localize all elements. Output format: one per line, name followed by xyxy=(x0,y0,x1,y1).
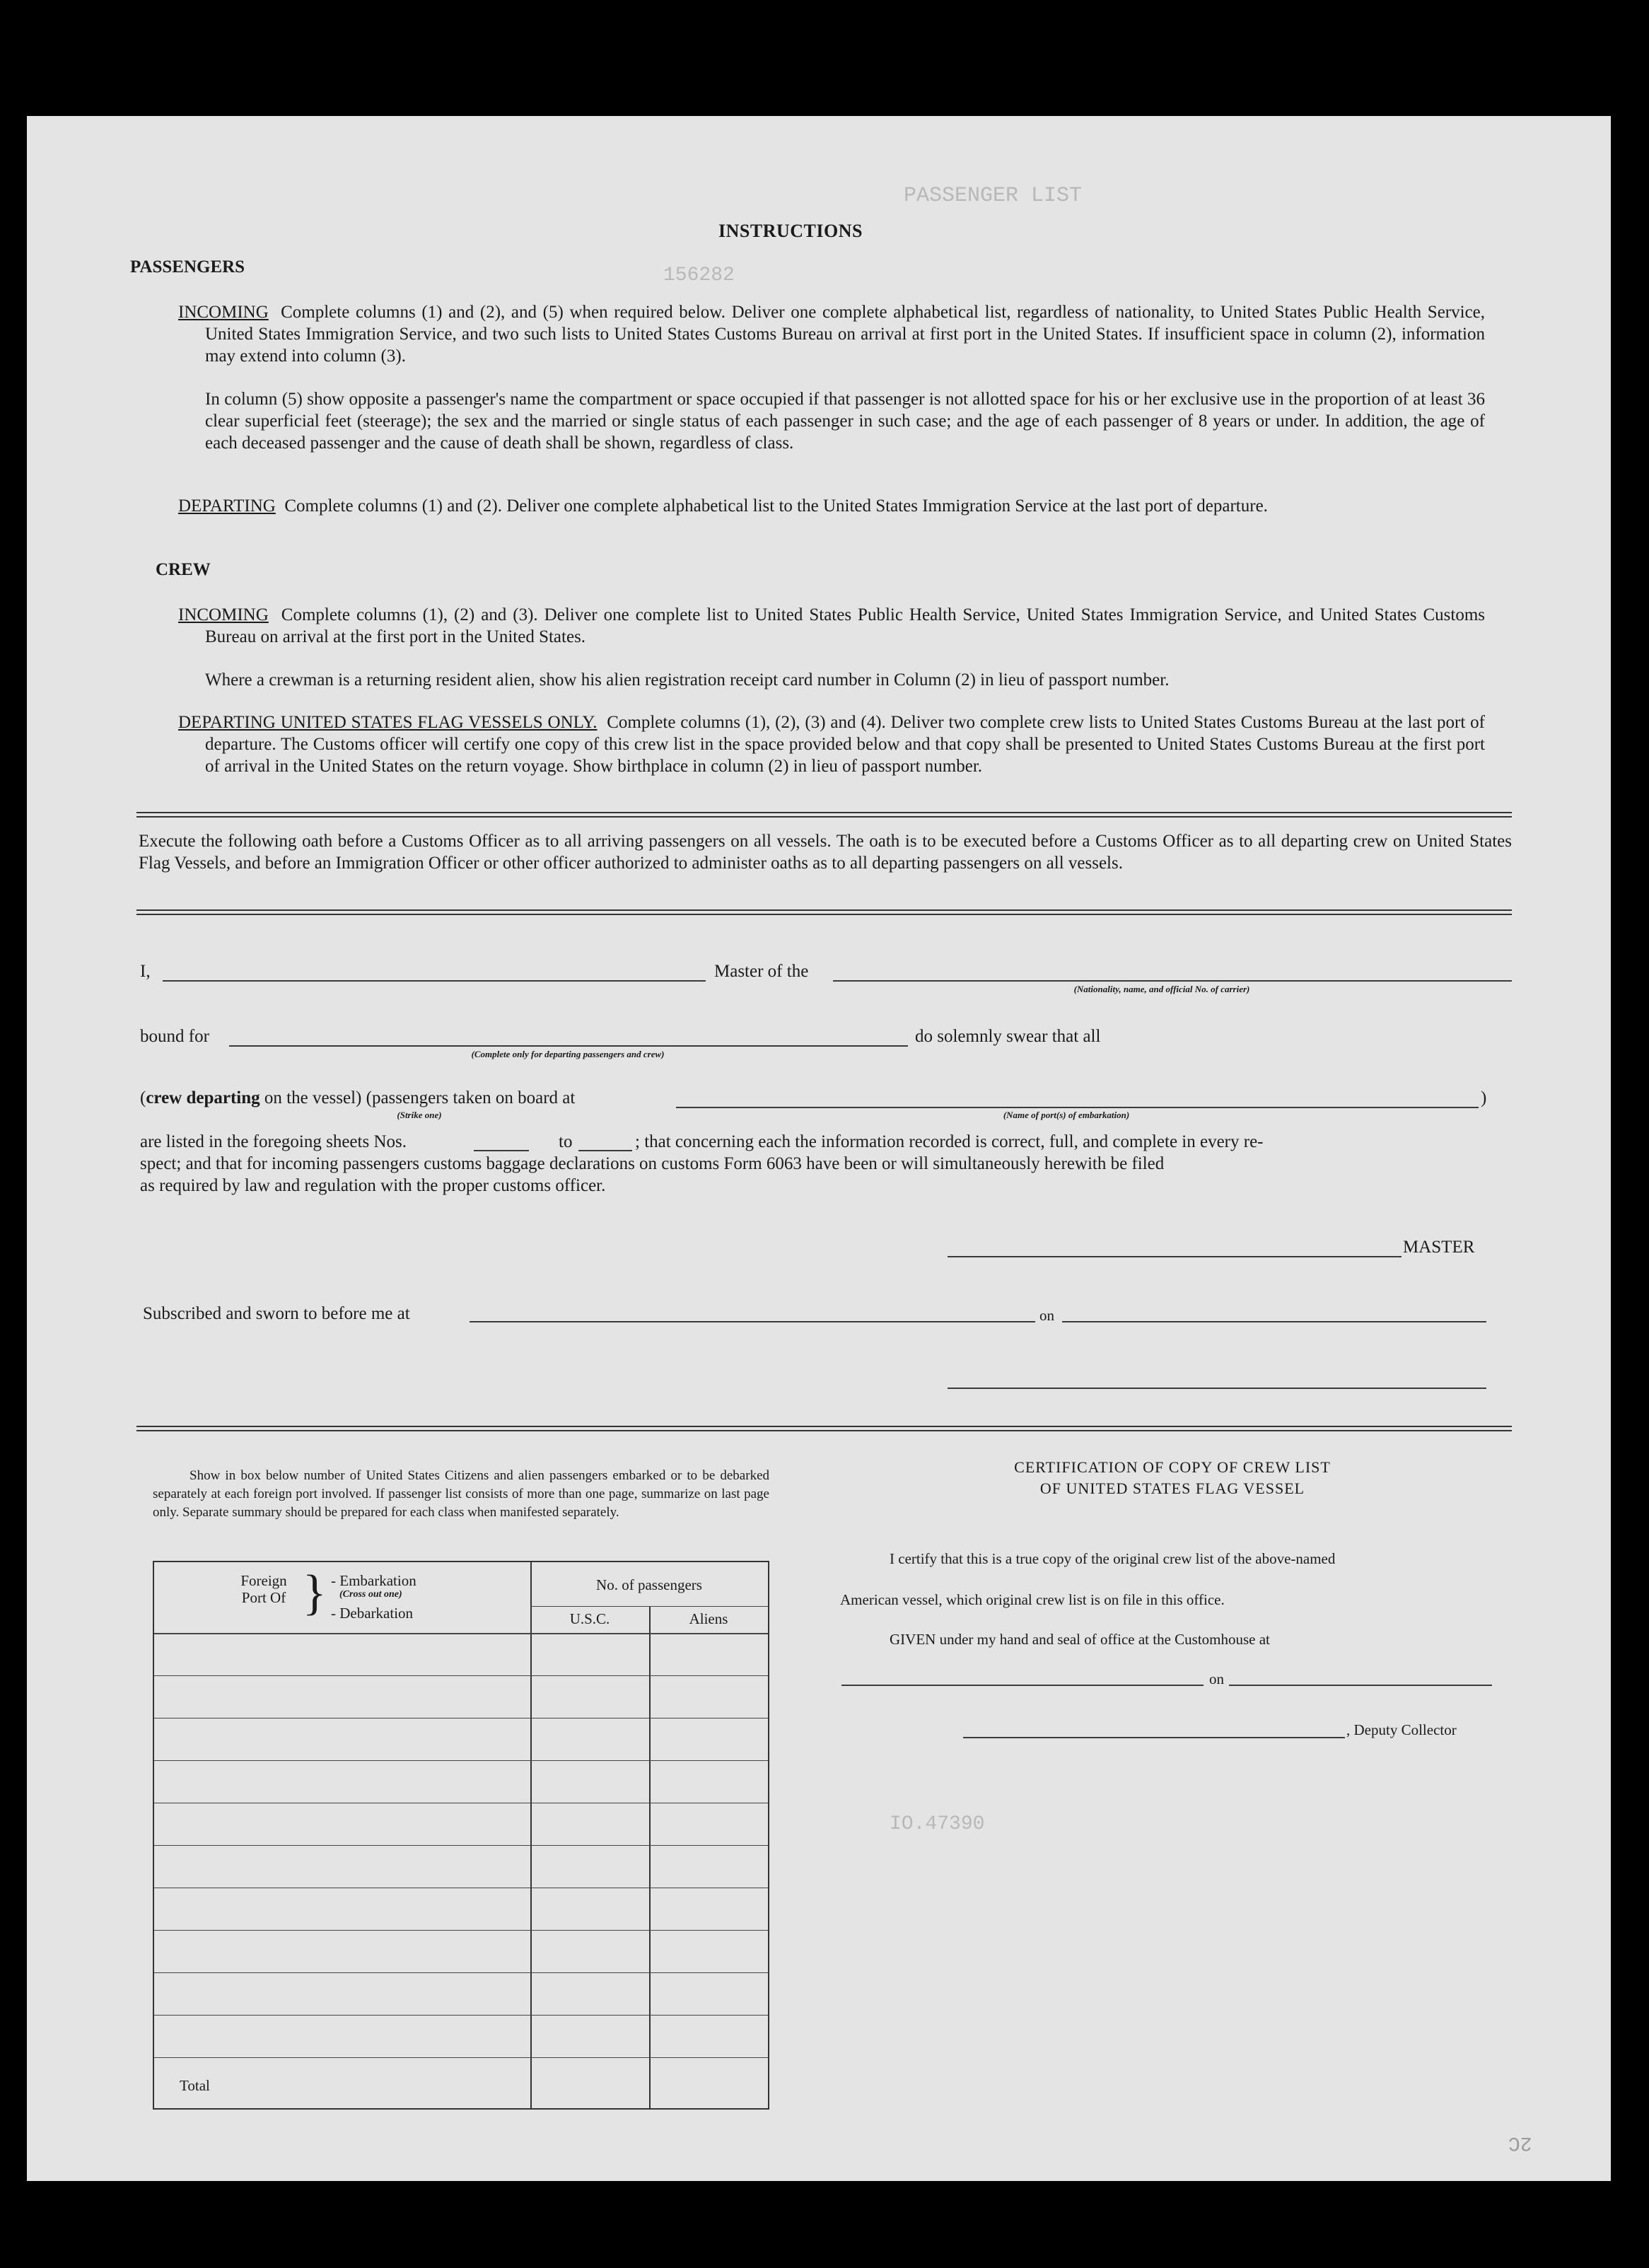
passengers-incoming-instruction xyxy=(178,301,1485,367)
crew-heading: CREW xyxy=(156,560,211,579)
bleed-through-code-2: IO.47390 xyxy=(890,1813,985,1835)
bound-for-field[interactable] xyxy=(229,1045,908,1047)
officer-signature-field[interactable] xyxy=(948,1388,1486,1389)
oath-crew-departing-rest: on the vessel) (passengers taken on board at xyxy=(260,1088,576,1107)
table-total-rule xyxy=(154,2057,768,2058)
oath-on-label: on xyxy=(1039,1307,1054,1324)
oath-listed-text-4: as required by law and regulation with the proper customs officer. xyxy=(140,1176,606,1195)
sworn-place-field[interactable] xyxy=(470,1321,1035,1322)
bleed-through-page-no: 2C xyxy=(1508,2132,1532,2153)
passengers-heading: PASSENGERS xyxy=(130,257,245,277)
section-divider-oath xyxy=(136,909,1512,915)
section-divider-top xyxy=(136,812,1512,818)
table-row-rule xyxy=(154,1972,768,1973)
certification-heading-2: OF UNITED STATES FLAG VESSEL xyxy=(1039,1479,1305,1497)
sworn-date-field[interactable] xyxy=(1062,1321,1486,1322)
crew-departing-text: Complete columns (1), (2), (3) and (4). Deliver two complete crew lists to United States Customs Bureau at the last port of departure. The Customs officer will certify one copy of this crew list in the space provided below and that copy shall be presented to United States Customs Bureau at the first port of arrival in the United States on the return voyage. Show birthplace in column (2) in lieu of passport number. xyxy=(205,713,1485,776)
nationality-caption: (Nationality, name, and official No. of carrier) xyxy=(1073,984,1250,994)
table-row-rule xyxy=(154,1760,768,1761)
form-sheet xyxy=(27,116,1611,2181)
deputy-collector-label: , Deputy Collector xyxy=(1346,1721,1457,1738)
oath-master-of-the: Master of the xyxy=(714,962,809,981)
foreign-port-of-label: Foreign Port Of xyxy=(240,1572,287,1606)
bleed-through-header: PASSENGER LIST xyxy=(904,184,1083,208)
certification-line-3: GIVEN under my hand and seal of office at the Customhouse at xyxy=(890,1631,1270,1648)
summary-instruction: Show in box below number of United States Citizens and alien passengers embarked or to be debarked separately at each foreign port involved. If passenger list consists of more than one page, summarize on last page only. Separate summary should be prepared for each class when manifested separately. xyxy=(153,1468,769,1520)
complete-only-caption: (Complete only for departing passengers and crew) xyxy=(471,1049,665,1059)
page-title: INSTRUCTIONS xyxy=(718,221,863,241)
oath-listed-text-2: ; that concerning each the information recorded is correct, full, and complete in every re- xyxy=(635,1132,1264,1151)
cross-out-one-caption: (Cross out one) xyxy=(339,1589,402,1600)
certification-heading-1: CERTIFICATION OF COPY OF CREW LIST xyxy=(1014,1458,1331,1476)
strike-one-caption: (Strike one) xyxy=(397,1110,442,1120)
embarkation-label: - Embarkation xyxy=(331,1572,416,1589)
table-header-subrule xyxy=(530,1606,768,1607)
table-divider-port xyxy=(530,1562,532,2108)
certification-line-2: American vessel, which original crew list is on file in this office. xyxy=(840,1591,1225,1608)
oath-intro: Execute the following oath before a Customs Officer as to all arriving passengers on all vessels. The oath is to be executed before a Customs Officer as to all departing crew on United States Flag Vessels, and before an Immigration Officer or other officer authorized to administer oaths as to all departing passengers on all vessels. xyxy=(139,832,1512,873)
crew-departing-label: DEPARTING UNITED STATES FLAG VESSELS ONLY. xyxy=(178,713,598,732)
oath-bound-for: bound for xyxy=(140,1027,209,1046)
oath-crew-departing-line xyxy=(140,1088,575,1108)
oath-listed-text-1: are listed in the foregoing sheets Nos. xyxy=(140,1132,407,1151)
section-divider-bottom xyxy=(136,1426,1512,1431)
deputy-collector-signature-field[interactable] xyxy=(963,1737,1345,1738)
customhouse-field[interactable] xyxy=(841,1685,1204,1686)
no-of-passengers-header: No. of passengers xyxy=(596,1576,702,1593)
table-divider-usc xyxy=(649,1606,651,2108)
oath-subscribed: Subscribed and sworn to before me at xyxy=(143,1304,410,1323)
oath-open-paren: ( xyxy=(140,1088,146,1107)
carrier-field[interactable] xyxy=(833,980,1512,982)
oath-listed-to: to xyxy=(559,1132,573,1151)
port-caption: (Name of port(s) of embarkation) xyxy=(1003,1110,1130,1120)
master-label: MASTER xyxy=(1403,1238,1475,1257)
passengers-departing-instruction xyxy=(178,495,1485,517)
oath-i-label: I, xyxy=(140,962,151,981)
crew-incoming-label: INCOMING xyxy=(178,605,269,624)
table-header-rule xyxy=(154,1633,768,1634)
passengers-incoming-label: INCOMING xyxy=(178,303,269,322)
crew-resident-alien-instruction: Where a crewman is a returning resident alien, show his alien registration receipt card number in Column (2) in lieu of passport number. xyxy=(205,670,1170,690)
port-summary-table xyxy=(153,1561,769,2110)
table-row-rule xyxy=(154,1845,768,1846)
table-row-rule xyxy=(154,1675,768,1676)
debarkation-label: - Debarkation xyxy=(331,1605,414,1622)
table-row-rule xyxy=(154,1718,768,1719)
master-signature-field[interactable] xyxy=(948,1256,1402,1257)
oath-listed-text-3: spect; and that for incoming passengers customs baggage declarations on customs Form 6063 have been or will simultaneously herewith be filed xyxy=(140,1154,1165,1173)
passengers-departing-text: Complete columns (1) and (2). Deliver one complete alphabetical list to the United States Immigration Service at the last port of departure. xyxy=(284,496,1268,516)
sheet-to-field[interactable] xyxy=(578,1150,632,1151)
master-name-field[interactable] xyxy=(163,980,706,982)
passengers-departing-label: DEPARTING xyxy=(178,496,276,516)
oath-listed-line-1 xyxy=(140,1132,407,1152)
certification-date-field[interactable] xyxy=(1229,1685,1492,1686)
crew-incoming-text: Complete columns (1), (2) and (3). Deliver one complete list to United States Public Health Service, United States Immigration Service, and United States Customs Bureau on arrival at the first port in the United States. xyxy=(205,605,1486,646)
usc-header: U.S.C. xyxy=(569,1610,610,1627)
sheet-from-field[interactable] xyxy=(474,1150,529,1151)
passengers-column5-instruction: In column (5) show opposite a passenger's name the compartment or space occupied if that passenger is not allotted space for his or her exclusive use in the proportion of at least 36 clear superficial feet (steerage); the sex and the married or single status of each passenger in such case; and the age of each passenger of 8 years or under. In addition, the age of each deceased passenger and the cause of death shall be shown, regardless of class. xyxy=(205,390,1485,453)
embarkation-port-field[interactable] xyxy=(676,1107,1479,1108)
certification-line-1: I certify that this is a true copy of the original crew list of the above-named xyxy=(890,1550,1336,1567)
bleed-through-code-1: 156282 xyxy=(663,264,735,286)
crew-departing-instruction xyxy=(178,711,1485,777)
table-row-rule xyxy=(154,2015,768,2016)
table-row-rule xyxy=(154,1930,768,1931)
certification-on-label: on xyxy=(1209,1670,1224,1687)
oath-crew-departing-bold: crew departing xyxy=(146,1088,260,1107)
oath-do-solemnly: do solemnly swear that all xyxy=(915,1027,1101,1046)
brace-icon: } xyxy=(303,1566,327,1620)
crew-incoming-instruction xyxy=(178,604,1485,648)
aliens-header: Aliens xyxy=(689,1610,728,1627)
oath-close-paren: ) xyxy=(1481,1088,1487,1107)
passengers-incoming-text: Complete columns (1) and (2), and (5) when required below. Deliver one complete alphabetical list, regardless of nationality, to United States Public Health Service, United States Immigration Service, and two such lists to United States Customs Bureau on arrival at first port in the United States. If insufficient space in column (2), information may extend into column (3). xyxy=(205,303,1486,366)
total-label: Total xyxy=(180,2077,210,2094)
